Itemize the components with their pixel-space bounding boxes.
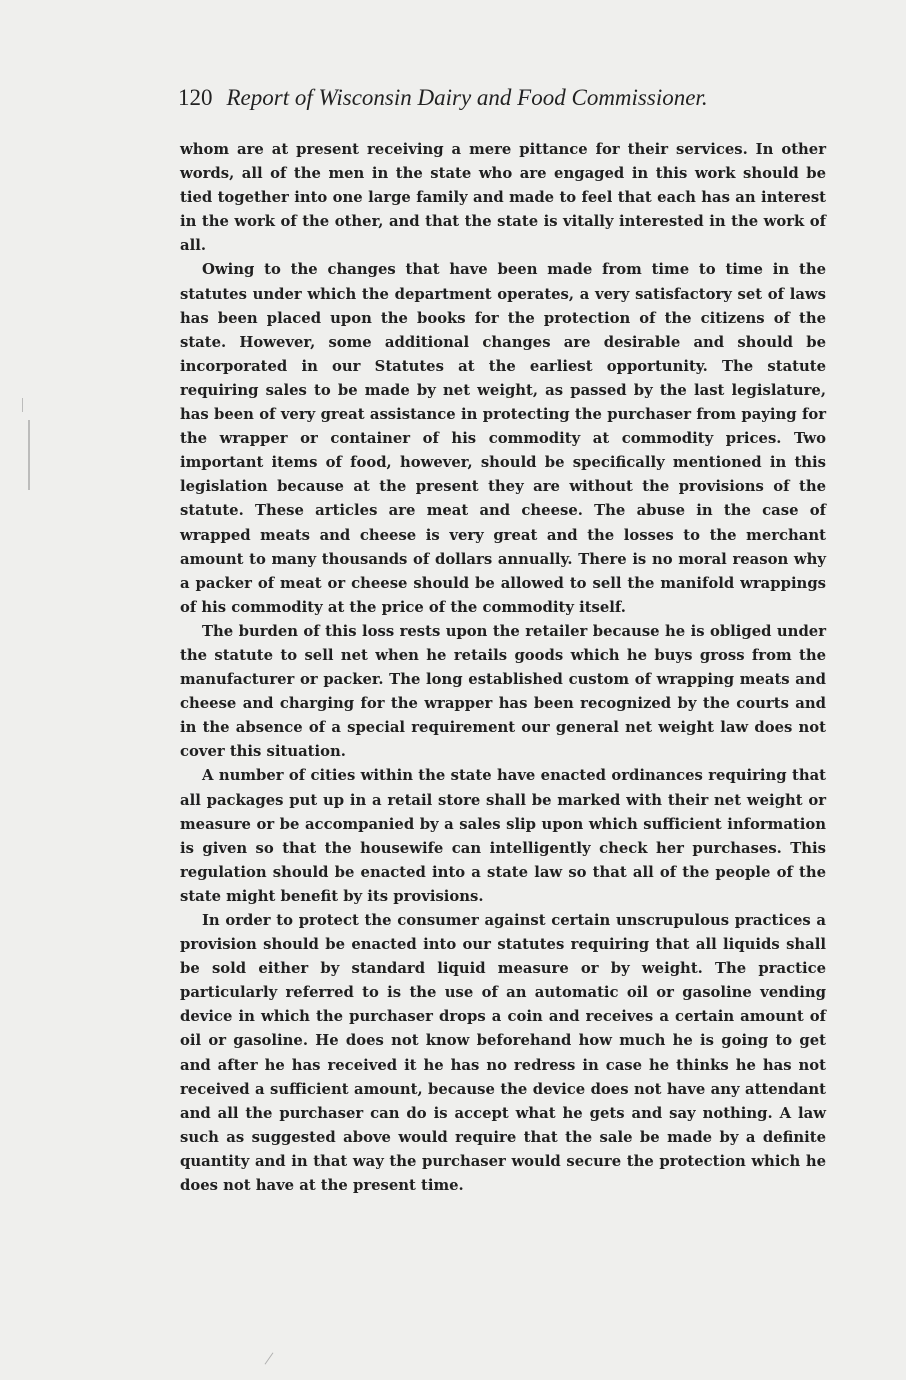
paragraph-4: A number of cities within the state have enacted ordinances requiring that all packages put up in a retail store shall be marked with their net weight or measure or be accompanied by a sales slip upon which sufficient information is given so that the housewife can intelligently check her purchases. This regulation should be enacted into a state law so that all of the people of the state might benefit by its provisions. — [180, 767, 826, 905]
page-number: 120 — [178, 85, 213, 110]
paragraph-5: In order to protect the consumer against certain unscrupulous practices a provision should be enacted into our statutes requiring that all liquids shall be sold either by standard liquid measure or by weight. The practice particularly referred to is the use of an automatic oil or gasoline vending device in which the purchaser drops a coin and receives a certain amount of oil or gasoline. He does not know beforehand how much he is going to get and after he has received it he has no redress in case he thinks he has not received a sufficient amount, because the device does not have any attendant and all the purchaser can do is accept what he gets and say nothing. A law such as suggested above would require that the sale be made by a definite quantity and in that way the purchaser would secure the protection which he does not have at the present time. — [180, 912, 826, 1195]
paragraph-2: Owing to the changes that have been made from time to time in the statutes under which the department operates, a very satisfactory set of laws has been placed upon the books for the protection of the citizens of the state. However, some additional changes are desirable and should be incorporated in our Statutes at the earliest opportunity. The statute requiring sales to be made by net weight, as passed by the last legislature, has been of very great assistance in protecting the purchaser from paying for the wrapper or container of his commodity at commodity prices. Two important items of food, however, should be specifically mentioned in this legislation because at the present they are without the provisions of the statute. These articles are meat and cheese. The abuse in the case of wrapped meats and cheese is very great and the losses to the merchant amount to many thousands of dollars annually. There is no moral reason why a packer of meat or cheese should be allowed to sell the manifold wrappings of his commodity at the price of the commodity itself. — [180, 261, 826, 616]
paragraph-1: whom are at present receiving a mere pittance for their services. In other words, all of the men in the state who are engaged in this work should be tied together into one large family and made to feel that each has an interest in the work of the other, and that the state is vitally interested in the work of all. — [180, 141, 826, 255]
stray-scan-mark — [265, 1352, 274, 1364]
page-header — [178, 84, 778, 112]
running-title: Report of Wisconsin Dairy and Food Commissioner. — [226, 85, 708, 110]
margin-scan-mark — [28, 420, 30, 490]
margin-scan-mark — [22, 398, 23, 412]
body-text — [180, 138, 826, 1198]
paragraph-3: The burden of this loss rests upon the retailer because he is obliged under the statute to sell net when he retails goods which he buys gross from the manufacturer or packer. The long established custom of wrapping meats and cheese and charging for the wrapper has been recognized by the courts and in the absence of a special requirement our general net weight law does not cover this situation. — [180, 622, 826, 761]
